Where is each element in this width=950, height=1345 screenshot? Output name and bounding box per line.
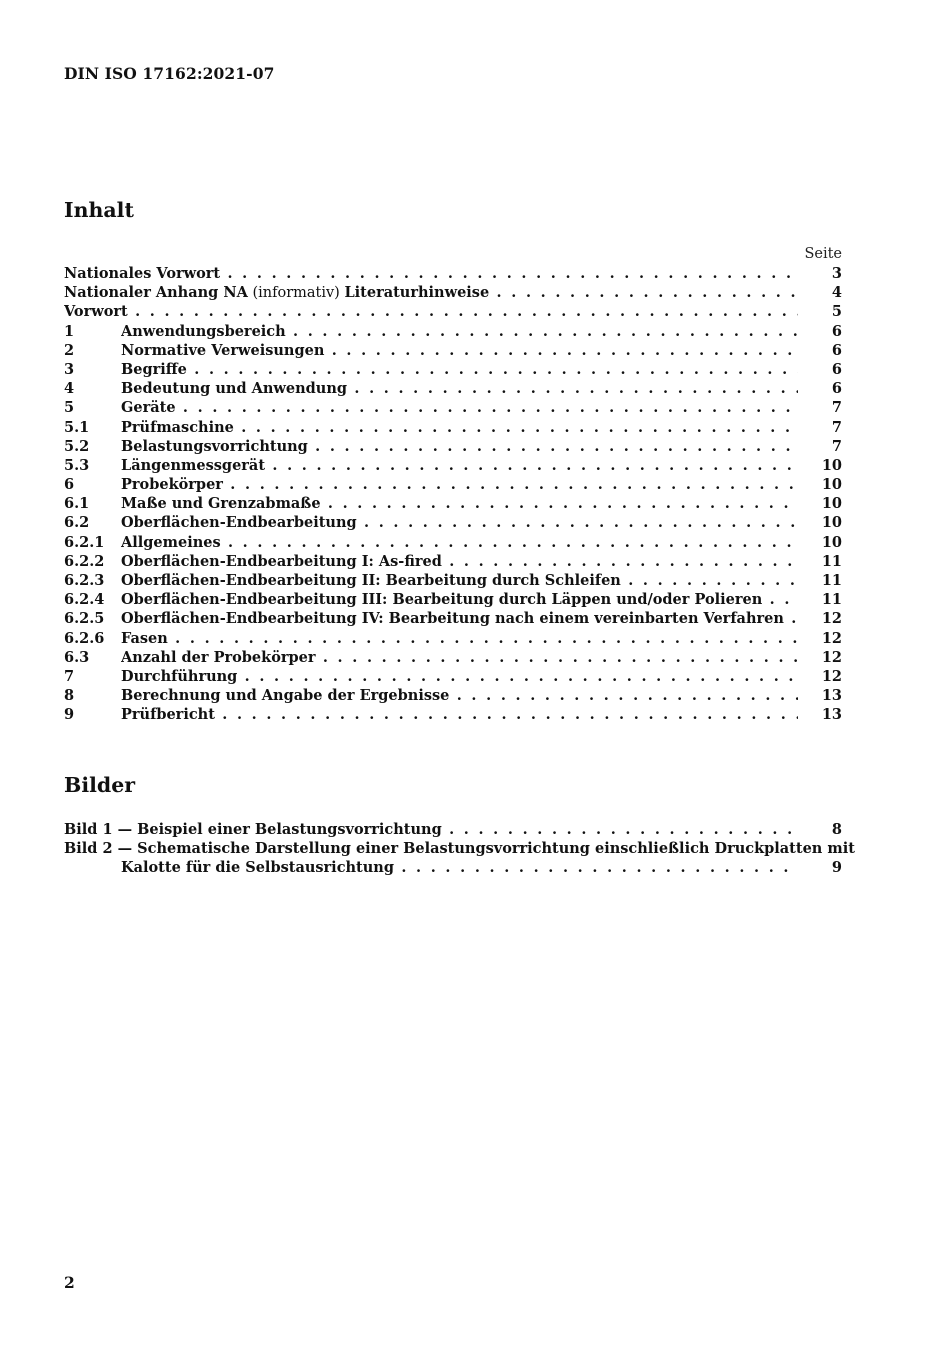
toc-entry-5-3[interactable] <box>64 456 842 475</box>
toc-entry-page: 7 <box>802 398 842 417</box>
toc-heading: Inhalt <box>64 198 134 222</box>
toc-entry-number: 6.2.4 <box>64 591 105 609</box>
toc-entry-title: Begriffe . . . <box>121 360 798 379</box>
toc-entry-number: 6.2.2 <box>64 552 105 570</box>
toc-entry-page: 10 <box>802 513 842 532</box>
toc-entry-title: Vorwort . . . <box>64 302 798 321</box>
toc-entry-title-part-b: (informativ) <box>247 285 345 302</box>
toc-entry-title-part-c: Literaturhinweise <box>344 284 490 302</box>
toc-entry-number: 6.1 <box>64 495 90 513</box>
toc-entry-number: 2 <box>64 341 75 359</box>
toc-entry-6-2[interactable] <box>64 513 842 532</box>
toc-entry-6-2-1[interactable] <box>64 533 842 552</box>
toc-entry-page: 10 <box>802 494 842 513</box>
toc-entry-number: 8 <box>64 687 75 705</box>
toc-entry-number: 6 <box>64 476 75 494</box>
toc-entry-6-2-4[interactable] <box>64 590 842 609</box>
toc-entry-title: Durchführung . . . <box>121 667 798 686</box>
toc-entry-title: Allgemeines . . . <box>121 533 798 552</box>
toc-entry-number: 9 <box>64 706 75 724</box>
toc-entry-5-2[interactable] <box>64 437 842 456</box>
toc-entry-2[interactable] <box>64 341 842 360</box>
toc-entry-number: 6.2 <box>64 514 90 532</box>
toc-entry-number: 5.2 <box>64 437 90 455</box>
toc-entry-title: Prüfbericht . . . <box>121 705 798 724</box>
toc-entry-page: 12 <box>802 629 842 648</box>
toc-entry-number: 3 <box>64 360 75 378</box>
toc-entry-title: Geräte . . . <box>121 398 798 417</box>
toc-entry-6[interactable] <box>64 475 842 494</box>
figures-heading: Bilder <box>64 773 136 797</box>
toc-entry-vorwort[interactable] <box>64 302 842 321</box>
toc-entry-nationales-vorwort[interactable] <box>64 264 842 283</box>
toc-entry-number: 6.2.6 <box>64 629 105 647</box>
toc-entry-title: Oberflächen-Endbearbeitung II: Bearbeitung durch Schleifen . . . <box>121 571 798 590</box>
figure-entry-1[interactable] <box>64 820 842 839</box>
toc-entry-page: 7 <box>802 418 842 437</box>
toc-entry-title: Längenmessgerät . . . <box>121 456 798 475</box>
toc-entry-page: 10 <box>802 533 842 552</box>
toc-entry-page: 12 <box>802 609 842 628</box>
toc-entry-number: 1 <box>64 322 75 340</box>
figure-entry-page: 9 <box>802 858 842 877</box>
toc-entry-page: 6 <box>802 322 842 341</box>
toc-entry-page: 4 <box>802 283 842 302</box>
toc-entry-1[interactable] <box>64 322 842 341</box>
toc-entry-page: 6 <box>802 360 842 379</box>
toc-entry-page: 6 <box>802 379 842 398</box>
toc-entry-page: 12 <box>802 667 842 686</box>
toc-entry-title: Anzahl der Probekörper . . . <box>121 648 798 667</box>
toc-entry-4[interactable] <box>64 379 842 398</box>
toc-entry-7[interactable] <box>64 667 842 686</box>
toc-entry-page: 12 <box>802 648 842 667</box>
toc-entry-title: Berechnung und Angabe der Ergebnisse . . . <box>121 686 798 705</box>
toc-entry-number: 6.3 <box>64 648 90 666</box>
toc-entry-3[interactable] <box>64 360 842 379</box>
list-of-figures <box>64 820 855 878</box>
toc-entry-6-2-2[interactable] <box>64 552 842 571</box>
toc-entry-title: Bedeutung und Anwendung . . . <box>121 379 798 398</box>
toc-entry-6-3[interactable] <box>64 648 842 667</box>
toc-entry-page: 11 <box>802 552 842 571</box>
toc-entry-page: 11 <box>802 571 842 590</box>
toc-entry-title: Anwendungsbereich . . . <box>121 322 798 341</box>
toc-entry-page: 6 <box>802 341 842 360</box>
toc-entry-title <box>64 283 798 303</box>
toc-entry-nationaler-anhang[interactable] <box>64 283 842 302</box>
page-number: 2 <box>64 1273 75 1292</box>
toc-entry-page: 5 <box>802 302 842 321</box>
toc-entry-8[interactable] <box>64 686 842 705</box>
toc-entry-number: 4 <box>64 380 75 398</box>
toc-entry-number: 6.2.3 <box>64 572 105 589</box>
toc-entry-title: Belastungsvorrichtung . . . <box>121 437 798 456</box>
document-id-header: DIN ISO 17162:2021-07 <box>64 64 275 83</box>
toc-entry-page: 11 <box>802 590 842 609</box>
toc-entry-title-part-a: Nationaler Anhang NA <box>64 284 248 302</box>
toc-entry-number: 5.3 <box>64 456 90 474</box>
toc-entry-6-2-5[interactable] <box>64 609 842 628</box>
toc-entry-number: 6.2.5 <box>64 610 105 628</box>
toc-entry-title: Oberflächen-Endbearbeitung I: As-fired . . . <box>121 552 798 571</box>
toc-entry-page: 7 <box>802 437 842 456</box>
table-of-contents <box>64 264 842 725</box>
toc-entry-6-2-6[interactable] <box>64 629 842 648</box>
figure-entry-page: 8 <box>802 820 842 839</box>
toc-entry-page: 10 <box>802 456 842 475</box>
toc-entry-title: Prüfmaschine . . . <box>121 418 798 437</box>
toc-entry-title: Normative Verweisungen . . . <box>121 341 798 360</box>
toc-entry-6-1[interactable] <box>64 494 842 513</box>
toc-entry-6-2-3[interactable] <box>64 571 842 590</box>
toc-entry-number: 6.2.1 <box>64 533 105 551</box>
toc-entry-9[interactable] <box>64 705 842 724</box>
toc-entry-title: Fasen . . . <box>121 629 798 648</box>
toc-entry-number: 7 <box>64 667 75 685</box>
toc-entry-page: 3 <box>802 264 842 283</box>
toc-entry-title: Probekörper . . . <box>121 475 798 494</box>
toc-entry-number: 5.1 <box>64 418 90 436</box>
toc-entry-page: 13 <box>802 686 842 705</box>
figure-entry-2[interactable] <box>64 858 842 877</box>
page-column-label: Seite <box>804 246 842 262</box>
toc-entry-title: Oberflächen-Endbearbeitung III: Bearbeitung durch Läppen und/oder Polieren . . . <box>121 590 798 609</box>
toc-entry-5-1[interactable] <box>64 418 842 437</box>
toc-entry-number: 5 <box>64 399 75 417</box>
figure-entry-2-line-1[interactable]: Bild 2 — Schematische Darstellung einer Belastungsvorrichtung einschließlich Druckplatten mit <box>64 840 855 858</box>
toc-entry-title: Oberflächen-Endbearbeitung IV: Bearbeitung nach einem vereinbarten Verfahren . . . <box>121 609 798 628</box>
toc-entry-title: Maße und Grenzabmaße . . . <box>121 494 798 513</box>
figure-entry-title: Kalotte für die Selbstausrichtung . . . <box>121 858 798 877</box>
figure-entry-title: Bild 1 — Beispiel einer Belastungsvorrichtung . . . <box>64 820 798 839</box>
toc-entry-title: Oberflächen-Endbearbeitung . . . <box>121 513 798 532</box>
toc-entry-page: 10 <box>802 475 842 494</box>
toc-entry-title: Nationales Vorwort . . . <box>64 264 798 283</box>
toc-entry-page: 13 <box>802 705 842 724</box>
toc-entry-5[interactable] <box>64 398 842 417</box>
